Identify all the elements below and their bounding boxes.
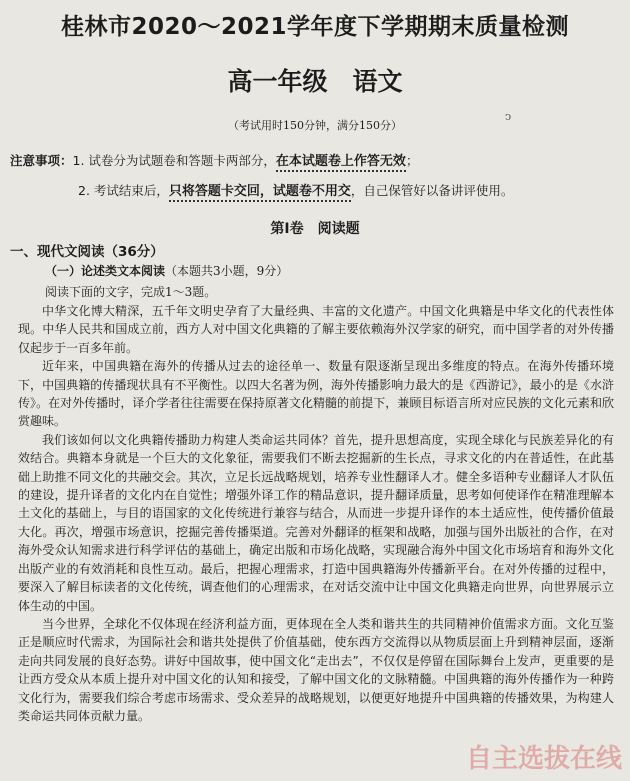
notes-item1-bold: 在本试题卷上作答无效 [276, 154, 406, 172]
sub-heading [45, 262, 288, 279]
paragraph: 中华文化博大精深，五千年文明史孕育了大量经典、丰富的文化遗产。中国文化典籍是中华文化的代表性体现。中华人民共和国成立前，西方人对中国文化典籍的了解主要依赖海外汉学家的研究，而中国学者的对外传播仅起步于一百多年前。 [18, 304, 614, 355]
notes-item2-prefix: 2. 考试结束后， [78, 183, 169, 198]
notes-item-1 [10, 150, 620, 180]
notes-item1-suffix: ； [405, 153, 419, 168]
stray-mark: ͻ [505, 110, 512, 123]
part-heading: 一、现代文阅读（36分） [10, 244, 164, 260]
section-title: 第Ⅰ卷 阅读题 [270, 221, 360, 237]
notes-label: 注意事项： [10, 153, 73, 168]
instruction: 阅读下面的文字，完成1～3题。 [45, 285, 217, 299]
exam-info: （考试用时150分钟，满分150分） [228, 119, 402, 132]
exam-subtitle: 高一年级 语文 [227, 67, 403, 96]
notes-item-2 [10, 180, 620, 210]
paragraph: 当今世界，全球化不仅体现在经济利益方面，更体现在全人类和谐共生的共同精神价值需求方面。文化互鉴正是顺应时代需求，为国际社会和谐共处提供了价值基础，使东西方交流得以从物质层面上升到精神层面，逐渐走向共同发展的良好态势。讲好中国故事，使中国文化“走出去”，不仅仅是停留在国际舞台上发声，更重要的是让西方受众从本质上提升对中国文化的认知和接受，了解中国文化的文脉精髓。中国典籍的海外传播作为一种跨文化行为，需要我们综合考虑市场需求、受众差异的战略规划，以便更好地提升中国典籍的传播效果，为构建人类命运共同体贡献力量。 [18, 616, 614, 723]
notes-block [10, 150, 620, 210]
paragraph: 我们该如何以文化典籍传播助力构建人类命运共同体？首先，提升思想高度，实现全球化与民族差异化的有效结合。典籍本身就是一个巨大的文化象征，需要我们不断去挖掘新的生长点，寻求文化的内在普适性，在此基础上助推不同文化的共融交会。其次，立足长远战略规划，培养专业性翻译人才。健全多语种专业翻译人才队伍的建设，提升译者的文化内在自觉性；增强外译工作的精品意识，提升翻译质量，思考如何使译作在精准理解本土文化的基础上，与目的语国家的文化传统进行兼容与结合，从而进一步提升译作的本土适应性，使传播价值最大化。再次，增强市场意识，挖掘完善传播渠道。完善对外翻译的框架和战略，加强与国外出版社的合作，在对海外受众认知需求进行科学评估的基础上，确定出版和市场化战略，实现融合海外中国文化市场培育和海外文化出版产业的有效消耗和良性互动。最后，把握心理需求，打造中国典籍海外传播新平台。在对外传播的过程中，要深入了解目标读者的文化传统，调查他们的心理需求，在对话交流中让中国文化典籍走向世界，向世界展示立体生动的中国。 [18, 432, 614, 613]
notes-item2-suffix: ，自己保管好以备讲评使用。 [350, 183, 514, 198]
paragraph: 近年来，中国典籍在海外的传播从过去的途径单一、数量有限逐渐呈现出多维度的特点。在海外传播环境下，中国典籍的传播现状具有不平衡性。以四大名著为例，海外传播影响力最大的是《西游记》，最小的是《水浒传》。在对外传播时，译介学者往往需要在保持原著文化精髓的前提下，兼顾目标语言所对应民族的文化元素和欣赏趣味。 [18, 359, 614, 429]
sub-question: （一）论述类文本阅读 [45, 264, 166, 278]
notes-item1-prefix: 1. 试卷分为试题卷和答题卡两部分， [72, 153, 276, 168]
watermark: 自主选拔在线 [465, 744, 622, 774]
sub-note: （本题共3小题，9分） [165, 264, 289, 278]
exam-title: 桂林市2020～2021学年度下学期期末质量检测 [60, 14, 570, 40]
notes-item2-bold: 只将答题卡交回，试题卷不用交 [169, 184, 351, 202]
reading-passage [18, 302, 614, 725]
